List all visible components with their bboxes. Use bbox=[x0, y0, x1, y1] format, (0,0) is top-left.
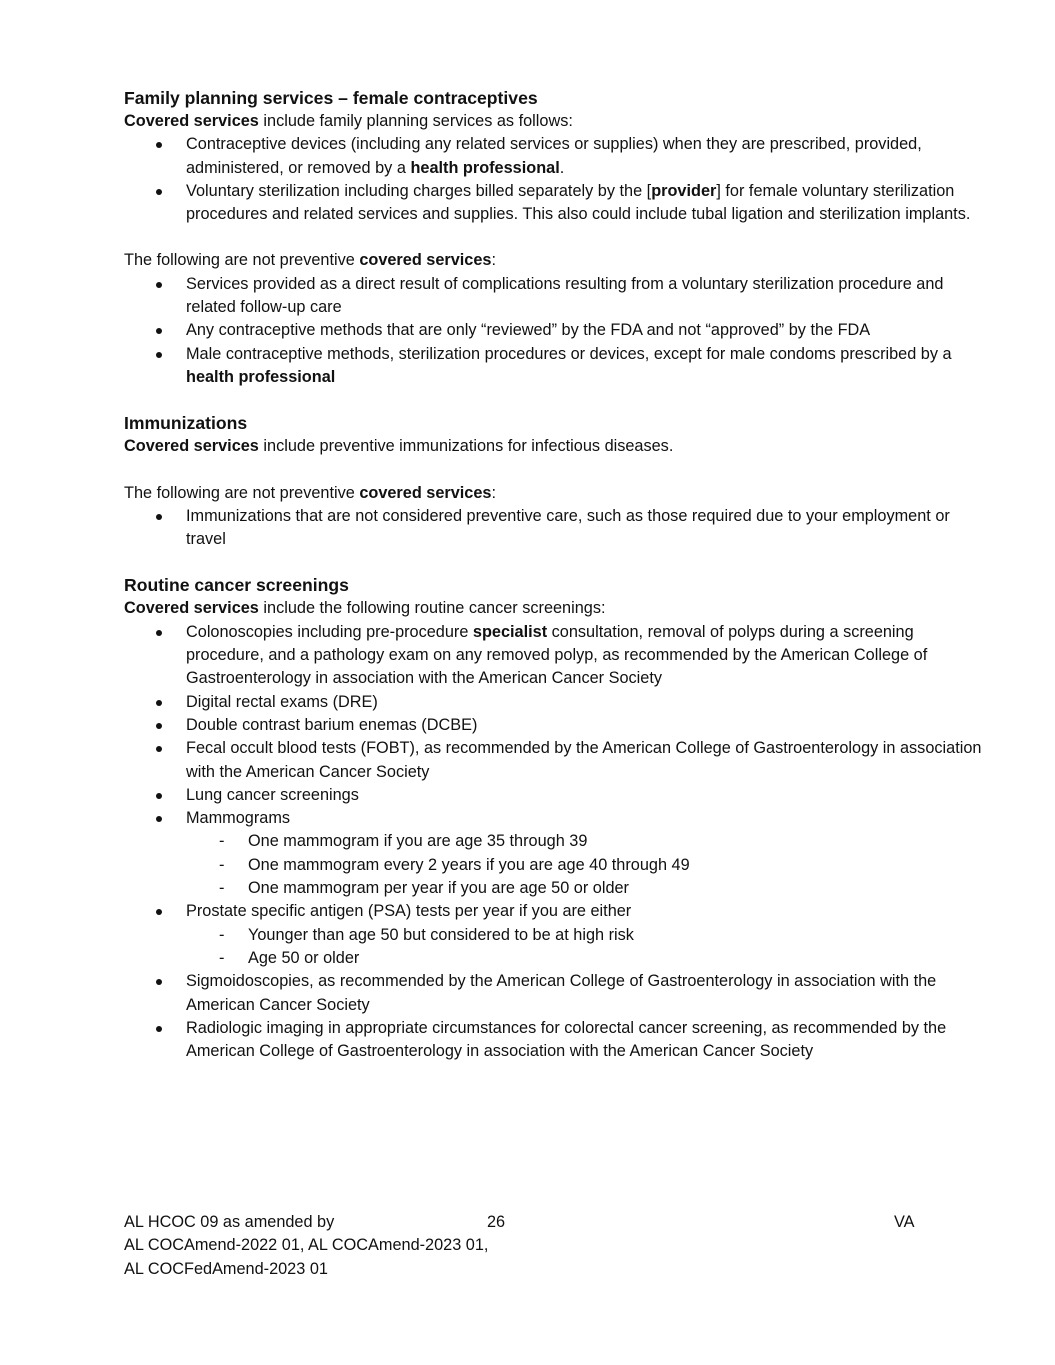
list-item: Any contraceptive methods that are only “reviewed” by the FDA and not “approved” by the FDA bbox=[124, 319, 994, 342]
bullet-icon bbox=[156, 142, 162, 148]
family-not-covered-intro: The following are not preventive covered services: bbox=[124, 251, 497, 270]
sub-list-item: - One mammogram per year if you are age 50 or older bbox=[186, 877, 994, 900]
bullet-icon bbox=[156, 630, 162, 636]
list-item: Voluntary sterilization including charges billed separately by the [provider] for female voluntary sterilization procedures and related services and supplies. This also could include tubal ligation and sterilization implants. bbox=[124, 180, 994, 227]
sub-list-item: - Younger than age 50 but considered to be at high risk bbox=[186, 924, 994, 947]
dash-icon: - bbox=[219, 879, 225, 898]
immunizations-not-covered-intro: The following are not preventive covered services: bbox=[124, 483, 497, 502]
bullet-icon bbox=[156, 700, 162, 706]
mammogram-sublist bbox=[186, 830, 994, 900]
bullet-icon bbox=[156, 816, 162, 822]
dash-icon: - bbox=[219, 832, 225, 851]
footer-form-id: AL HCOC 09 as amended by AL COCAmend-2022 01, AL COCAmend-2023 01, AL COCFedAmend-2023 01 bbox=[124, 1213, 489, 1278]
list-item: Services provided as a direct result of complications resulting from a voluntary sterilization procedure and related follow-up care bbox=[124, 273, 994, 320]
bullet-icon bbox=[156, 282, 162, 288]
family-intro: Covered services include family planning services as follows: bbox=[124, 112, 573, 130]
bullet-icon bbox=[156, 979, 162, 985]
dash-icon: - bbox=[219, 855, 225, 874]
bullet-icon bbox=[156, 909, 162, 915]
bullet-icon bbox=[156, 514, 162, 520]
list-item: Fecal occult blood tests (FOBT), as recommended by the American College of Gastroenterology in association with the American Cancer Society bbox=[124, 737, 994, 784]
list-item: Immunizations that are not considered preventive care, such as those required due to your employment or travel bbox=[124, 505, 994, 552]
document-page bbox=[124, 86, 994, 1063]
bullet-icon bbox=[156, 352, 162, 358]
list-item: Contraceptive devices (including any related services or supplies) when they are prescribed, provided, administered, or removed by a health professional. bbox=[124, 133, 994, 180]
bullet-icon bbox=[156, 189, 162, 195]
section-heading-cancer-screenings: Routine cancer screenings bbox=[124, 575, 349, 596]
sub-list-item: - Age 50 or older bbox=[186, 947, 994, 970]
list-item: Prostate specific antigen (PSA) tests per year if you are either - Younger than age 50 but considered to be at high risk - Age 50 or older bbox=[124, 900, 994, 970]
page-number: 26 bbox=[487, 1213, 506, 1231]
bullet-icon bbox=[156, 746, 162, 752]
family-covered-list bbox=[124, 133, 994, 226]
list-item: Colonoscopies including pre-procedure specialist consultation, removal of polyps during a screening procedure, and a pathology exam on any removed polyp, as recommended by the American College of Gastroenterology in association with the American Cancer Society bbox=[124, 621, 994, 691]
dash-icon: - bbox=[219, 948, 225, 967]
section-heading-family-planning: Family planning services – female contraceptives bbox=[124, 88, 538, 108]
section-heading-immunizations: Immunizations bbox=[124, 413, 248, 434]
immunizations-intro: Covered services include preventive immunizations for infectious diseases. bbox=[124, 437, 674, 456]
list-item: Double contrast barium enemas (DCBE) bbox=[124, 714, 994, 737]
list-item: Lung cancer screenings bbox=[124, 784, 994, 807]
psa-sublist bbox=[186, 924, 994, 971]
list-item: Male contraceptive methods, sterilization procedures or devices, except for male condoms prescribed by a health professional bbox=[124, 343, 994, 390]
list-item: Radiologic imaging in appropriate circumstances for colorectal cancer screening, as recommended by the American College of Gastroenterology in association with the American Cancer Society bbox=[124, 1017, 994, 1064]
sub-list-item: - One mammogram if you are age 35 through 39 bbox=[186, 830, 994, 853]
bullet-icon bbox=[156, 1026, 162, 1032]
footer-state: VA bbox=[894, 1213, 915, 1231]
list-item: Sigmoidoscopies, as recommended by the American College of Gastroenterology in association with the American Cancer Society bbox=[124, 970, 994, 1017]
list-item: Mammograms - One mammogram if you are age 35 through 39 - One mammogram every 2 years if you are age 40 through 49 - One mammogram per year if you are age 50 or older bbox=[124, 807, 994, 900]
bullet-icon bbox=[156, 793, 162, 799]
dash-icon: - bbox=[219, 925, 225, 944]
list-item: Digital rectal exams (DRE) bbox=[124, 691, 994, 714]
cancer-screenings-list bbox=[124, 621, 994, 1064]
immunizations-not-covered-list bbox=[124, 505, 994, 552]
sub-list-item: - One mammogram every 2 years if you are age 40 through 49 bbox=[186, 854, 994, 877]
cancer-intro: Covered services include the following routine cancer screenings: bbox=[124, 599, 606, 618]
bullet-icon bbox=[156, 328, 162, 334]
family-not-covered-list bbox=[124, 273, 994, 389]
bullet-icon bbox=[156, 723, 162, 729]
